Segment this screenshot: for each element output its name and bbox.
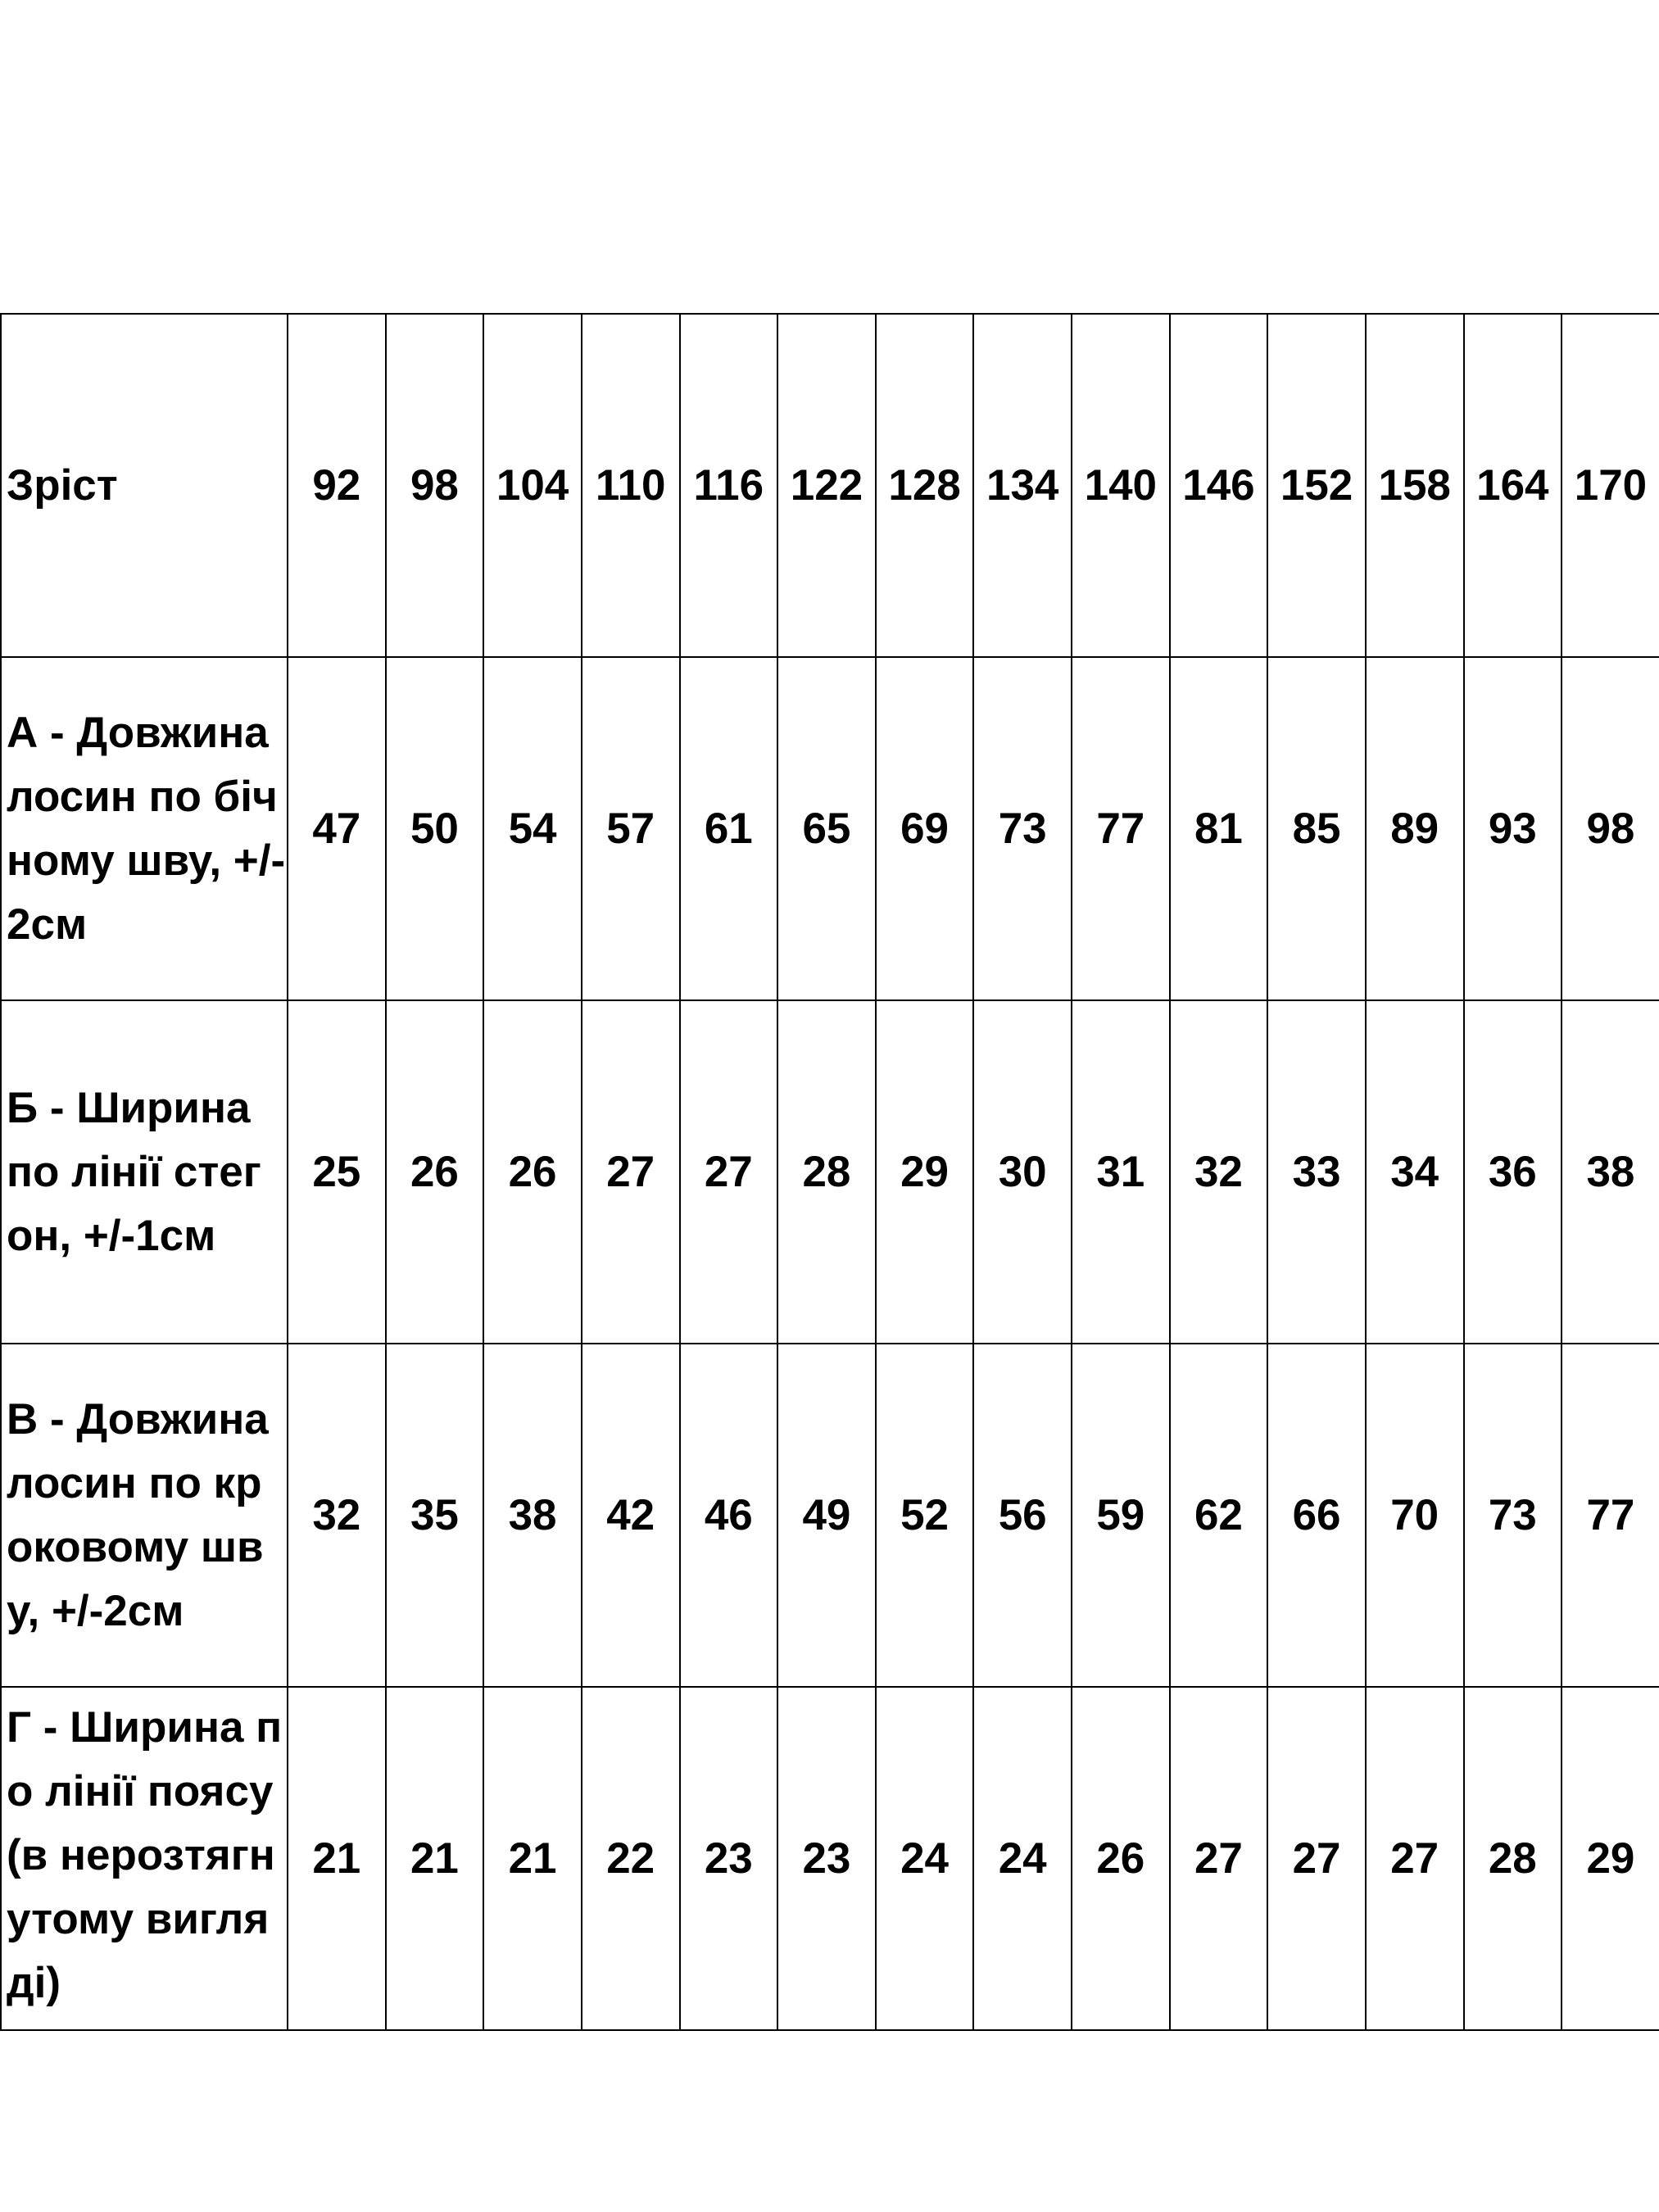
table-row (1, 1344, 1659, 1687)
measurement-cell: 59 (1072, 1344, 1170, 1687)
height-value-cell: 104 (483, 314, 582, 657)
row-label-cell (1, 1000, 288, 1344)
height-value-cell: 110 (582, 314, 680, 657)
row-label: В - Довжина лосин по кроковому шву, +/-2см (7, 1394, 269, 1635)
measurement-cell: 21 (288, 1687, 386, 2030)
header-label: Зріст (7, 460, 118, 510)
table-row (1, 657, 1659, 1000)
measurement-cell: 70 (1366, 1344, 1464, 1687)
measurement-cell: 31 (1072, 1000, 1170, 1344)
measurement-cell: 73 (1464, 1344, 1562, 1687)
measurement-cell: 29 (876, 1000, 974, 1344)
row-label-cell (1, 1687, 288, 2030)
height-value-cell: 140 (1072, 314, 1170, 657)
measurement-cell: 57 (582, 657, 680, 1000)
measurement-cell: 98 (1562, 657, 1659, 1000)
measurement-cell: 26 (483, 1000, 582, 1344)
measurement-cell: 54 (483, 657, 582, 1000)
measurement-cell: 22 (582, 1687, 680, 2030)
measurement-cell: 85 (1267, 657, 1366, 1000)
measurement-cell: 26 (386, 1000, 484, 1344)
measurement-cell: 27 (680, 1000, 778, 1344)
measurement-cell: 46 (680, 1344, 778, 1687)
measurement-cell: 77 (1072, 657, 1170, 1000)
size-chart-table (0, 313, 1659, 2031)
height-value-cell: 146 (1170, 314, 1268, 657)
height-value-cell: 134 (973, 314, 1072, 657)
measurement-cell: 32 (1170, 1000, 1268, 1344)
measurement-cell: 23 (680, 1687, 778, 2030)
measurement-cell: 49 (777, 1344, 876, 1687)
measurement-cell: 29 (1562, 1687, 1659, 2030)
measurement-cell: 24 (876, 1687, 974, 2030)
measurement-cell: 27 (1170, 1687, 1268, 2030)
measurement-cell: 27 (1366, 1687, 1464, 2030)
measurement-cell: 73 (973, 657, 1072, 1000)
measurement-cell: 62 (1170, 1344, 1268, 1687)
measurement-cell: 26 (1072, 1687, 1170, 2030)
measurement-cell: 25 (288, 1000, 386, 1344)
height-value-cell: 128 (876, 314, 974, 657)
measurement-cell: 23 (777, 1687, 876, 2030)
measurement-cell: 21 (386, 1687, 484, 2030)
measurement-cell: 30 (973, 1000, 1072, 1344)
table-row (1, 1687, 1659, 2030)
measurement-cell: 21 (483, 1687, 582, 2030)
height-value-cell: 170 (1562, 314, 1659, 657)
measurement-cell: 69 (876, 657, 974, 1000)
row-label: Г - Ширина по лінії поясу (в нерозтягнутому вигляді) (7, 1703, 283, 2007)
measurement-cell: 47 (288, 657, 386, 1000)
header-label-cell (1, 314, 288, 657)
measurement-cell: 52 (876, 1344, 974, 1687)
height-value-cell: 152 (1267, 314, 1366, 657)
height-value-cell: 116 (680, 314, 778, 657)
measurement-cell: 24 (973, 1687, 1072, 2030)
row-label: А - Довжина лосин по бічному шву, +/-2см (7, 708, 286, 949)
measurement-cell: 38 (1562, 1000, 1659, 1344)
height-value-cell: 122 (777, 314, 876, 657)
measurement-cell: 35 (386, 1344, 484, 1687)
height-value-cell: 164 (1464, 314, 1562, 657)
height-value-cell: 98 (386, 314, 484, 657)
row-label: Б - Ширина по лінії стегон, +/-1см (7, 1083, 261, 1260)
measurement-cell: 65 (777, 657, 876, 1000)
row-label-cell (1, 657, 288, 1000)
measurement-cell: 34 (1366, 1000, 1464, 1344)
measurement-cell: 50 (386, 657, 484, 1000)
measurement-cell: 89 (1366, 657, 1464, 1000)
height-value-cell: 158 (1366, 314, 1464, 657)
measurement-cell: 28 (777, 1000, 876, 1344)
measurement-cell: 27 (1267, 1687, 1366, 2030)
measurement-cell: 56 (973, 1344, 1072, 1687)
measurement-cell: 28 (1464, 1687, 1562, 2030)
measurement-cell: 42 (582, 1344, 680, 1687)
measurement-cell: 36 (1464, 1000, 1562, 1344)
table-row (1, 1000, 1659, 1344)
header-row (1, 314, 1659, 657)
row-label-cell (1, 1344, 288, 1687)
measurement-cell: 93 (1464, 657, 1562, 1000)
measurement-cell: 77 (1562, 1344, 1659, 1687)
measurement-cell: 32 (288, 1344, 386, 1687)
measurement-cell: 27 (582, 1000, 680, 1344)
measurement-cell: 81 (1170, 657, 1268, 1000)
measurement-cell: 38 (483, 1344, 582, 1687)
height-value-cell: 92 (288, 314, 386, 657)
measurement-cell: 61 (680, 657, 778, 1000)
measurement-cell: 66 (1267, 1344, 1366, 1687)
measurement-cell: 33 (1267, 1000, 1366, 1344)
